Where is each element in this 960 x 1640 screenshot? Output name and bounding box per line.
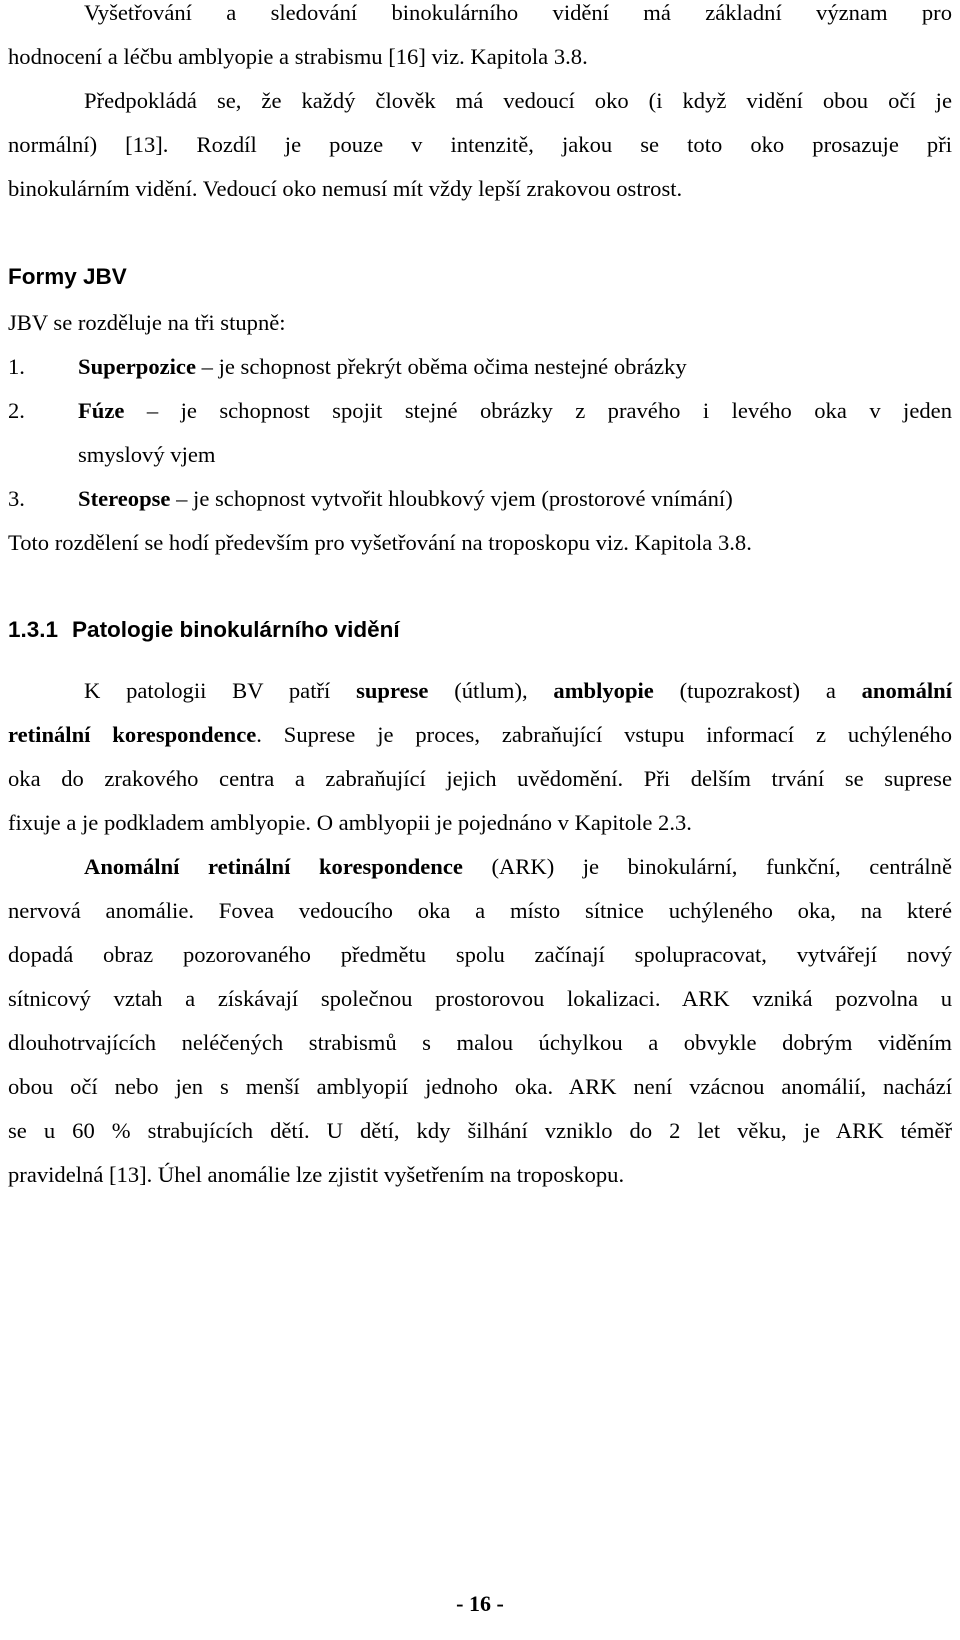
list-number: 3. [8,486,25,511]
text-run: (tupozrakost) a [653,678,862,703]
bold-term: anomální [861,678,953,703]
bold-term: Anomální retinální korespondence [84,854,463,879]
paragraph-line: nervová anomálie. Fovea vedoucího oka a místo sítnice uchýleného oka, na které [8,898,952,923]
paragraph-line: dopadá obraz pozorovaného předmětu spolu začínají spolupracovat, vytvářejí nový [8,942,952,967]
list-item-text [78,396,952,426]
paragraph-line [8,720,952,750]
paragraph-line: dlouhotrvajících neléčených strabismů s malou úchylkou a obvykle dobrým viděním [8,1030,952,1055]
bold-term: amblyopie [553,678,654,703]
paragraph-line: pravidelná [13]. Úhel anomálie lze zjistit vyšetřením na troposkopu. [8,1162,625,1187]
text-run: (útlum), [428,678,554,703]
paragraph-line [84,852,952,882]
page-number: - 16 - [456,1591,504,1616]
text-run: (ARK) je binokulární, funkční, centrálně [462,854,952,879]
paragraph-line: Vyšetřování a sledování binokulárního vidění má základní význam pro [84,0,952,25]
text-run: . Suprese je proces, zabraňující vstupu informací z uchýleného [256,722,953,747]
paragraph-line: hodnocení a léčbu amblyopie a strabismu [16] viz. Kapitola 3.8. [8,44,588,69]
list-item-continuation: smyslový vjem [78,442,216,467]
list-item-text [78,352,952,382]
section-number: 1.3.1 [8,617,59,642]
bold-term: suprese [356,678,429,703]
list-term: Superpozice [78,354,196,379]
paragraph-line: binokulárním vidění. Vedoucí oko nemusí mít vždy lepší zrakovou ostrost. [8,176,683,201]
list-term: Fúze [78,398,125,423]
list-description: – je schopnost spojit stejné obrázky z pravého i levého oka v jeden [124,398,952,423]
section-title: Patologie binokulárního vidění [72,617,400,642]
bold-term: retinální korespondence [8,722,257,747]
paragraph-line: Toto rozdělení se hodí především pro vyšetřování na troposkopu viz. Kapitola 3.8. [8,530,752,555]
paragraph-line: obou očí nebo jen s menší amblyopií jednoho oka. ARK není vzácnou anomálií, nachází [8,1074,952,1099]
list-description: – je schopnost překrýt oběma očima nestejné obrázky [195,354,687,379]
list-term: Stereopse [78,486,171,511]
list-number: 1. [8,354,25,379]
subheading-formy-jbv: Formy JBV [8,264,127,289]
section-heading [8,615,952,645]
paragraph-line: fixuje a je podkladem amblyopie. O amblyopii je pojednáno v Kapitole 2.3. [8,810,692,835]
paragraph-line: normální) [13]. Rozdíl je pouze v intenzitě, jakou se toto oko prosazuje při [8,132,952,157]
paragraph-line: Předpokládá se, že každý člověk má vedoucí oko (i když vidění obou očí je [84,88,952,113]
paragraph-line [84,676,952,706]
paragraph-line: se u 60 % strabujících dětí. U dětí, kdy šilhání vzniklo do 2 let věku, je ARK téměř [8,1118,952,1143]
paragraph-line: JBV se rozděluje na tři stupně: [8,310,286,335]
paragraph-line: sítnicový vztah a získávají společnou prostorovou lokalizaci. ARK vzniká pozvolna u [8,986,952,1011]
list-description: – je schopnost vytvořit hloubkový vjem (prostorové vnímání) [170,486,733,511]
text-run: K patologii BV patří [84,678,357,703]
paragraph-line: oka do zrakového centra a zabraňující jejich uvědomění. Při delším trvání se suprese [8,766,952,791]
list-number: 2. [8,398,25,423]
list-item-text [78,484,952,514]
